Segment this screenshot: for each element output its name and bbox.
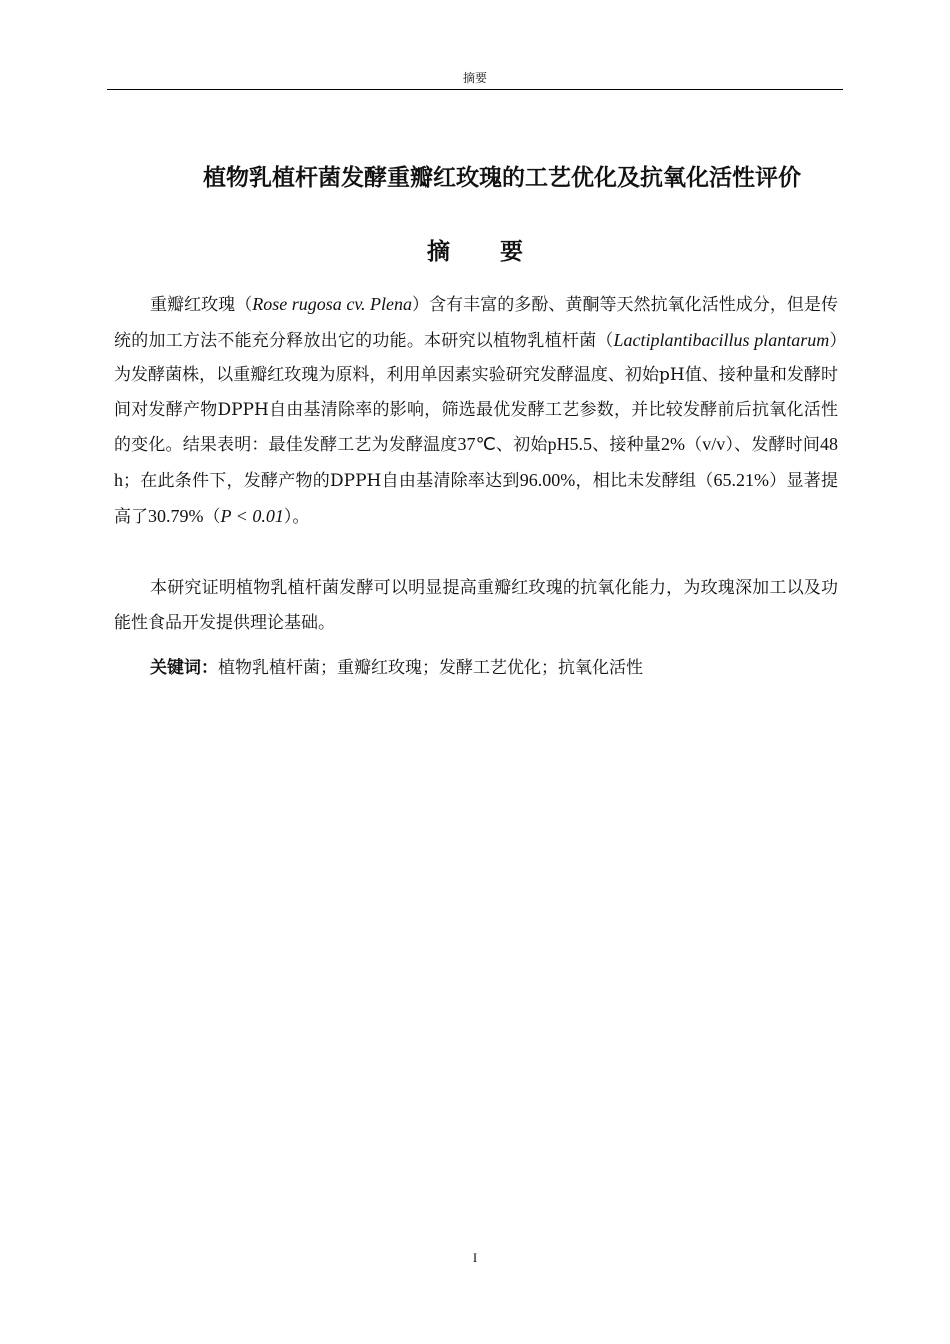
value-increase: 30.79% <box>148 505 204 526</box>
abstract-paragraph-2 <box>114 571 838 640</box>
conclusion-text: 本研究证明植物乳植杆菌发酵可以明显提高重瓣红玫瑰的抗氧化能力，为玫瑰深加工以及功能性食品开发提供理论基础。 <box>114 578 838 633</box>
abstract-paragraph-1 <box>114 287 838 534</box>
value-temperature: 37℃ <box>457 434 497 455</box>
species-name-rose: Rose rugosa cv. Plena <box>252 294 412 314</box>
document-title: 植物乳植杆菌发酵重瓣红玫瑰的工艺优化及抗氧化活性评价 <box>203 165 801 191</box>
value-p-significance: P < 0.01 <box>220 505 284 526</box>
page-number: I <box>472 1250 478 1265</box>
text-segment: ）、发酵时间 <box>725 435 821 456</box>
text-segment: ）。 <box>283 506 310 527</box>
text-segment: ）为发酵菌株，以重瓣红玫瑰为原料，利用单因素实验研究发酵温度、初始pH值、接种量和发酵时间对发酵产物DPPH自由基清除率的影响，筛选最优发酵工艺参数，并比较发酵前后抗氧化活性的变化。结果表明：最佳发酵工艺为发酵温度 <box>114 330 839 456</box>
running-header: 摘要 <box>462 71 487 85</box>
abstract-heading-first-char: 摘 <box>427 239 450 265</box>
keywords-line <box>114 651 838 686</box>
text-segment: ；在此条件下，发酵产物的DPPH自由基清除率达到 <box>123 470 520 491</box>
text-segment: （ <box>684 435 703 456</box>
text-segment: ）含有丰富的多酚、黄酮等天然抗氧化活性成分，但是传统的加工方法不能充分释放出它的功能。本研究以植物乳植杆菌（ <box>114 295 838 351</box>
value-time: 48 h <box>114 434 839 490</box>
value-control-rate: 65.21% <box>713 469 769 490</box>
species-name-bacteria: Lactiplantibacillus plantarum <box>613 329 830 350</box>
text-segment: 重瓣红玫瑰（ <box>150 295 253 315</box>
abstract-heading-second-char: 要 <box>500 239 523 265</box>
value-ph: pH5.5 <box>547 434 593 455</box>
text-segment: 、初始 <box>496 435 548 456</box>
text-segment: ，相比未发酵组（ <box>575 470 714 491</box>
keywords-label: 关键词： <box>150 658 218 678</box>
text-segment: ）显著提高了 <box>114 470 839 527</box>
header-divider <box>107 89 843 90</box>
abstract-heading <box>0 234 950 270</box>
keywords-value: 植物乳植杆菌；重瓣红玫瑰；发酵工艺优化；抗氧化活性 <box>218 658 643 678</box>
value-unit-vv: v/v <box>702 434 726 455</box>
value-dpph-rate: 96.00% <box>519 469 576 490</box>
text-segment: 、接种量 <box>592 435 661 456</box>
text-segment: （ <box>203 506 221 527</box>
value-inoculum: 2% <box>660 434 685 455</box>
